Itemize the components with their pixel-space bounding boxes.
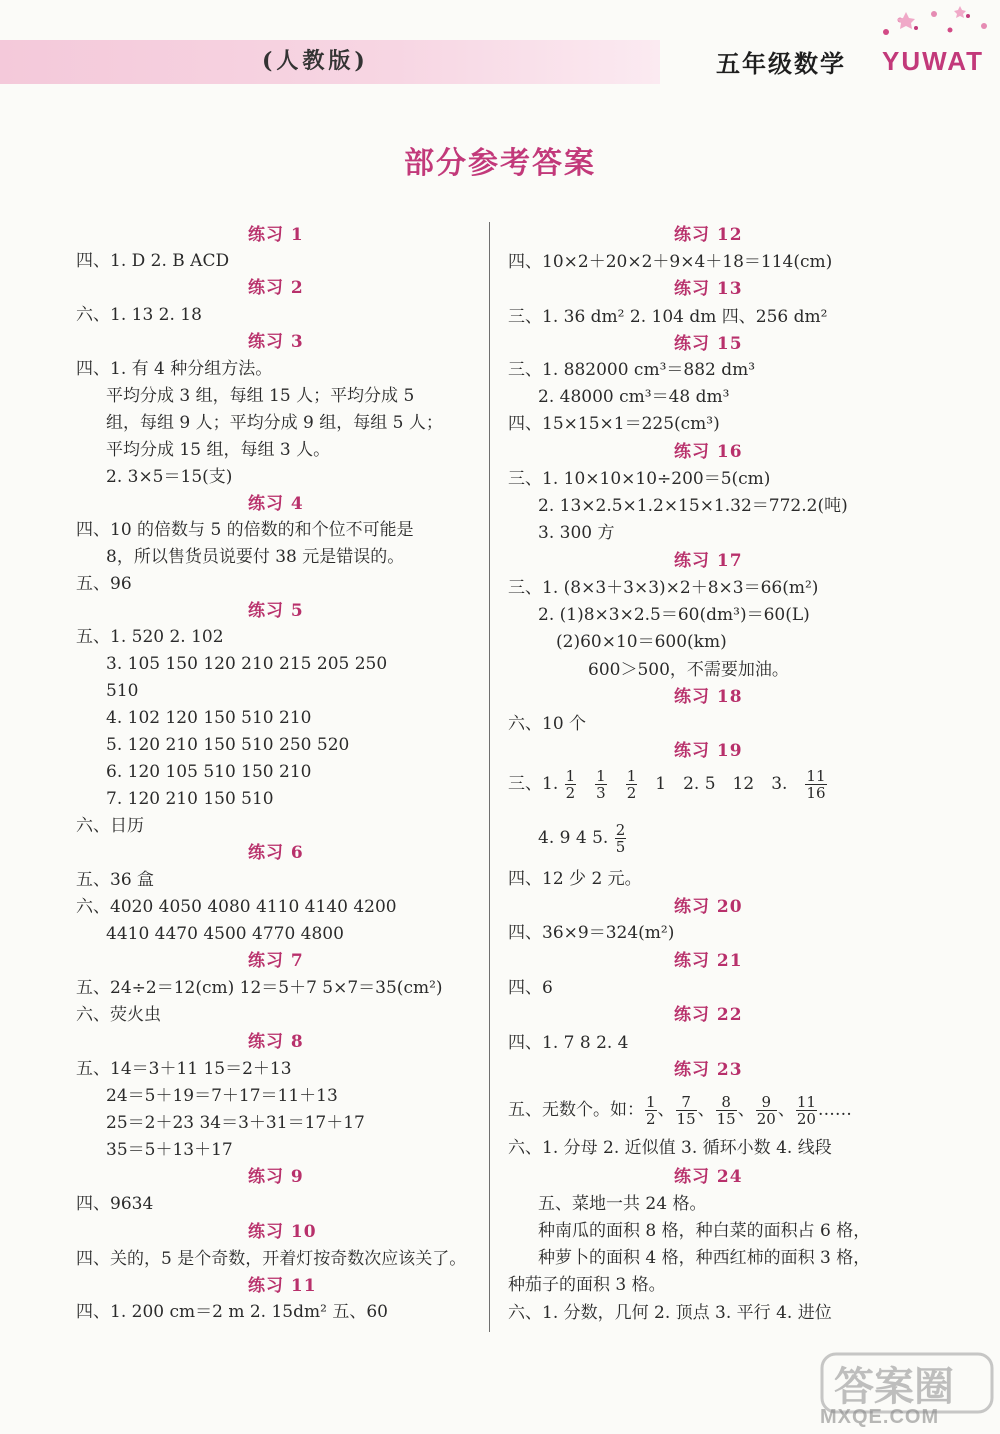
answer-line: 五、96 <box>76 574 132 594</box>
column-divider <box>489 222 490 1332</box>
numerator: 1 <box>626 767 637 785</box>
answer-line: 2. 3×5＝15(支) <box>106 467 233 487</box>
answer-line: 2. (1)8×3×2.5＝60(dm³)＝60(L) <box>538 605 810 625</box>
section-heading: 练习 2 <box>248 278 304 298</box>
answer-line: 种南瓜的面积 8 格，种白菜的面积占 6 格， <box>538 1221 871 1241</box>
answer-line: 四、1. 200 cm＝2 m 2. 15dm² 五、60 <box>76 1302 388 1322</box>
section-heading: 练习 24 <box>674 1167 743 1187</box>
separator: 、 <box>697 1100 715 1120</box>
section-heading: 练习 16 <box>674 442 743 462</box>
denominator: 15 <box>716 1110 736 1128</box>
answer-line: 三、1. 10×10×10÷200＝5(cm) <box>508 469 771 489</box>
denominator: 20 <box>796 1110 816 1128</box>
numerator: 11 <box>806 767 826 785</box>
numerator: 8 <box>716 1094 737 1111</box>
spacer <box>577 774 594 794</box>
answer-line: 五、14＝3＋11 15＝2＋13 <box>76 1059 292 1079</box>
answer-line: 3. 105 150 120 210 215 205 250 <box>106 654 388 674</box>
spacer <box>638 774 655 794</box>
answer-line: 510 <box>106 681 139 701</box>
answer-line: 六、1. 分母 2. 近似值 3. 循环小数 4. 线段 <box>508 1138 832 1158</box>
answer-line: 四、6 <box>508 978 553 998</box>
answer-line: 种萝卜的面积 4 格，种西红柿的面积 3 格， <box>538 1248 871 1268</box>
section-heading: 练习 5 <box>248 601 304 621</box>
answer-text: 4. 9 4 5. <box>538 828 614 848</box>
answer-line: 4. 102 120 150 510 210 <box>106 708 312 728</box>
section-heading: 练习 21 <box>674 951 743 971</box>
answer-line: 五、菜地一共 24 格。 <box>538 1194 707 1214</box>
answer-line-fractions <box>508 1094 852 1127</box>
answer-line: 四、12 少 2 元。 <box>508 869 642 889</box>
answer-line: 四、10 的倍数与 5 的倍数的和个位不可能是 <box>76 520 414 540</box>
section-heading: 练习 15 <box>674 334 743 354</box>
answer-line: 6. 120 105 510 150 210 <box>106 762 312 782</box>
answer-line: 四、1. 有 4 种分组方法。 <box>76 359 273 379</box>
svg-text:YUWAT: YUWAT <box>882 46 984 76</box>
section-heading: 练习 20 <box>674 897 743 917</box>
numerator: 1 <box>565 767 576 785</box>
answer-line: 平均分成 3 组，每组 15 人；平均分成 5 <box>106 386 415 406</box>
page-title: 部分参考答案 <box>404 146 596 181</box>
answer-line: 五、36 盒 <box>76 870 155 890</box>
answer-text: 12 <box>732 774 772 794</box>
section-heading: 练习 8 <box>248 1032 304 1052</box>
separator: 、 <box>657 1100 675 1120</box>
denominator: 5 <box>615 838 626 856</box>
answer-line: 25＝2＋23 34＝3＋31＝17＋17 <box>106 1113 365 1133</box>
section-heading: 练习 10 <box>248 1222 317 1242</box>
section-heading: 练习 9 <box>248 1167 304 1187</box>
section-heading: 练习 1 <box>248 225 304 245</box>
brand-logo <box>880 44 990 76</box>
fraction <box>796 1094 817 1127</box>
answer-line: 六、1. 分数，几何 2. 顶点 3. 平行 4. 进位 <box>508 1303 832 1323</box>
answer-line: 2. 48000 cm³＝48 dm³ <box>538 387 730 407</box>
answer-line: 四、关的，5 是个奇数，开着灯按奇数次应该关了。 <box>76 1249 467 1269</box>
answer-line: 600＞500，不需要加油。 <box>588 660 789 680</box>
answer-line: 5. 120 210 150 510 250 520 <box>106 735 350 755</box>
section-heading: 练习 18 <box>674 687 743 707</box>
answer-line: 六、1. 13 2. 18 <box>76 305 202 325</box>
section-heading: 练习 19 <box>674 741 743 761</box>
numerator: 7 <box>676 1094 697 1111</box>
svg-text:答案圈: 答案圈 <box>834 1364 954 1410</box>
answer-line: 35＝5＋13＋17 <box>106 1140 233 1160</box>
fraction <box>595 768 607 801</box>
denominator: 16 <box>806 784 826 802</box>
answer-line: 平均分成 15 组，每组 3 人。 <box>106 440 331 460</box>
fraction <box>565 768 577 801</box>
answer-line: 五、1. 520 2. 102 <box>76 627 224 647</box>
numerator: 1 <box>596 767 606 785</box>
answer-line: 四、36×9＝324(m²) <box>508 923 675 943</box>
answer-line-fractions <box>508 768 828 801</box>
denominator: 3 <box>596 784 606 802</box>
answer-line: 三、1. 36 dm² 2. 104 dm 四、256 dm² <box>508 307 828 327</box>
answer-line: 六、10 个 <box>508 714 587 734</box>
answer-line-fractions <box>538 822 627 855</box>
answer-line: 4410 4470 4500 4770 4800 <box>106 924 344 944</box>
answer-line: 六、4020 4050 4080 4110 4140 4200 <box>76 897 397 917</box>
watermark-url: MXQE.COM <box>820 1406 940 1428</box>
section-heading: 练习 4 <box>248 494 304 514</box>
section-heading: 练习 23 <box>674 1060 743 1080</box>
answer-line: 三、1. (8×3＋3×3)×2＋8×3＝66(m²) <box>508 578 819 598</box>
denominator: 2 <box>646 1110 656 1128</box>
answer-line: 六、荧火虫 <box>76 1005 161 1025</box>
answer-line: 四、10×2＋20×2＋9×4＋18＝114(cm) <box>508 252 833 272</box>
fraction <box>615 822 627 855</box>
section-heading: 练习 7 <box>248 951 304 971</box>
answer-line: 四、9634 <box>76 1194 154 1214</box>
numerator: 9 <box>756 1094 777 1111</box>
section-heading: 练习 11 <box>248 1276 317 1296</box>
fraction <box>626 768 638 801</box>
answer-line: 3. 300 方 <box>538 523 615 543</box>
denominator: 15 <box>676 1110 696 1128</box>
separator: 、 <box>777 1100 795 1120</box>
denominator: 2 <box>565 784 576 802</box>
spacer <box>608 774 625 794</box>
denominator: 2 <box>626 784 637 802</box>
fraction <box>645 1094 657 1127</box>
section-heading: 练习 22 <box>674 1005 743 1025</box>
fraction <box>805 768 826 801</box>
answer-line: 五、24÷2＝12(cm) 12＝5＋7 5×7＝35(cm²) <box>76 978 443 998</box>
answer-text: 2. 5 <box>683 774 733 794</box>
section-heading: 练习 6 <box>248 843 304 863</box>
answer-text: 1 <box>655 774 684 794</box>
answer-line: 六、日历 <box>76 816 144 836</box>
answer-line: 四、1. D 2. B ACD <box>76 251 230 271</box>
answer-prefix: 三、1. <box>508 774 564 794</box>
numerator: 2 <box>615 821 626 839</box>
numerator: 1 <box>646 1093 656 1111</box>
edition-label: (人教版) <box>262 48 369 74</box>
section-heading: 练习 3 <box>248 332 304 352</box>
fraction <box>756 1094 777 1127</box>
answer-prefix: 五、无数个。如： <box>508 1100 644 1120</box>
answer-text: 3. <box>771 774 805 794</box>
answer-line: (2)60×10＝600(km) <box>556 632 727 652</box>
answer-line: 24＝5＋19＝7＋17＝11＋13 <box>106 1086 338 1106</box>
answer-line: 7. 120 210 150 510 <box>106 789 274 809</box>
denominator: 20 <box>756 1110 776 1128</box>
answer-text: …… <box>817 1100 852 1120</box>
section-heading: 练习 12 <box>674 225 743 245</box>
grade-subject-label: 五年级数学 <box>716 49 846 78</box>
numerator: 11 <box>796 1093 816 1111</box>
answer-line: 四、15×15×1＝225(cm³) <box>508 414 720 434</box>
answer-line: 四、1. 7 8 2. 4 <box>508 1033 629 1053</box>
fraction <box>676 1094 697 1127</box>
decoration-icon <box>876 4 994 42</box>
section-heading: 练习 17 <box>674 551 743 571</box>
answer-line: 2. 13×2.5×1.2×15×1.32＝772.2(吨) <box>538 496 848 516</box>
answer-line: 8，所以售货员说要付 38 元是错误的。 <box>106 547 405 567</box>
section-heading: 练习 13 <box>674 279 743 299</box>
fraction <box>716 1094 737 1127</box>
answer-line: 三、1. 882000 cm³＝882 dm³ <box>508 360 756 380</box>
separator: 、 <box>737 1100 755 1120</box>
answer-line: 种茄子的面积 3 格。 <box>508 1275 666 1295</box>
answer-line: 组，每组 9 人；平均分成 9 组，每组 5 人； <box>106 413 443 433</box>
